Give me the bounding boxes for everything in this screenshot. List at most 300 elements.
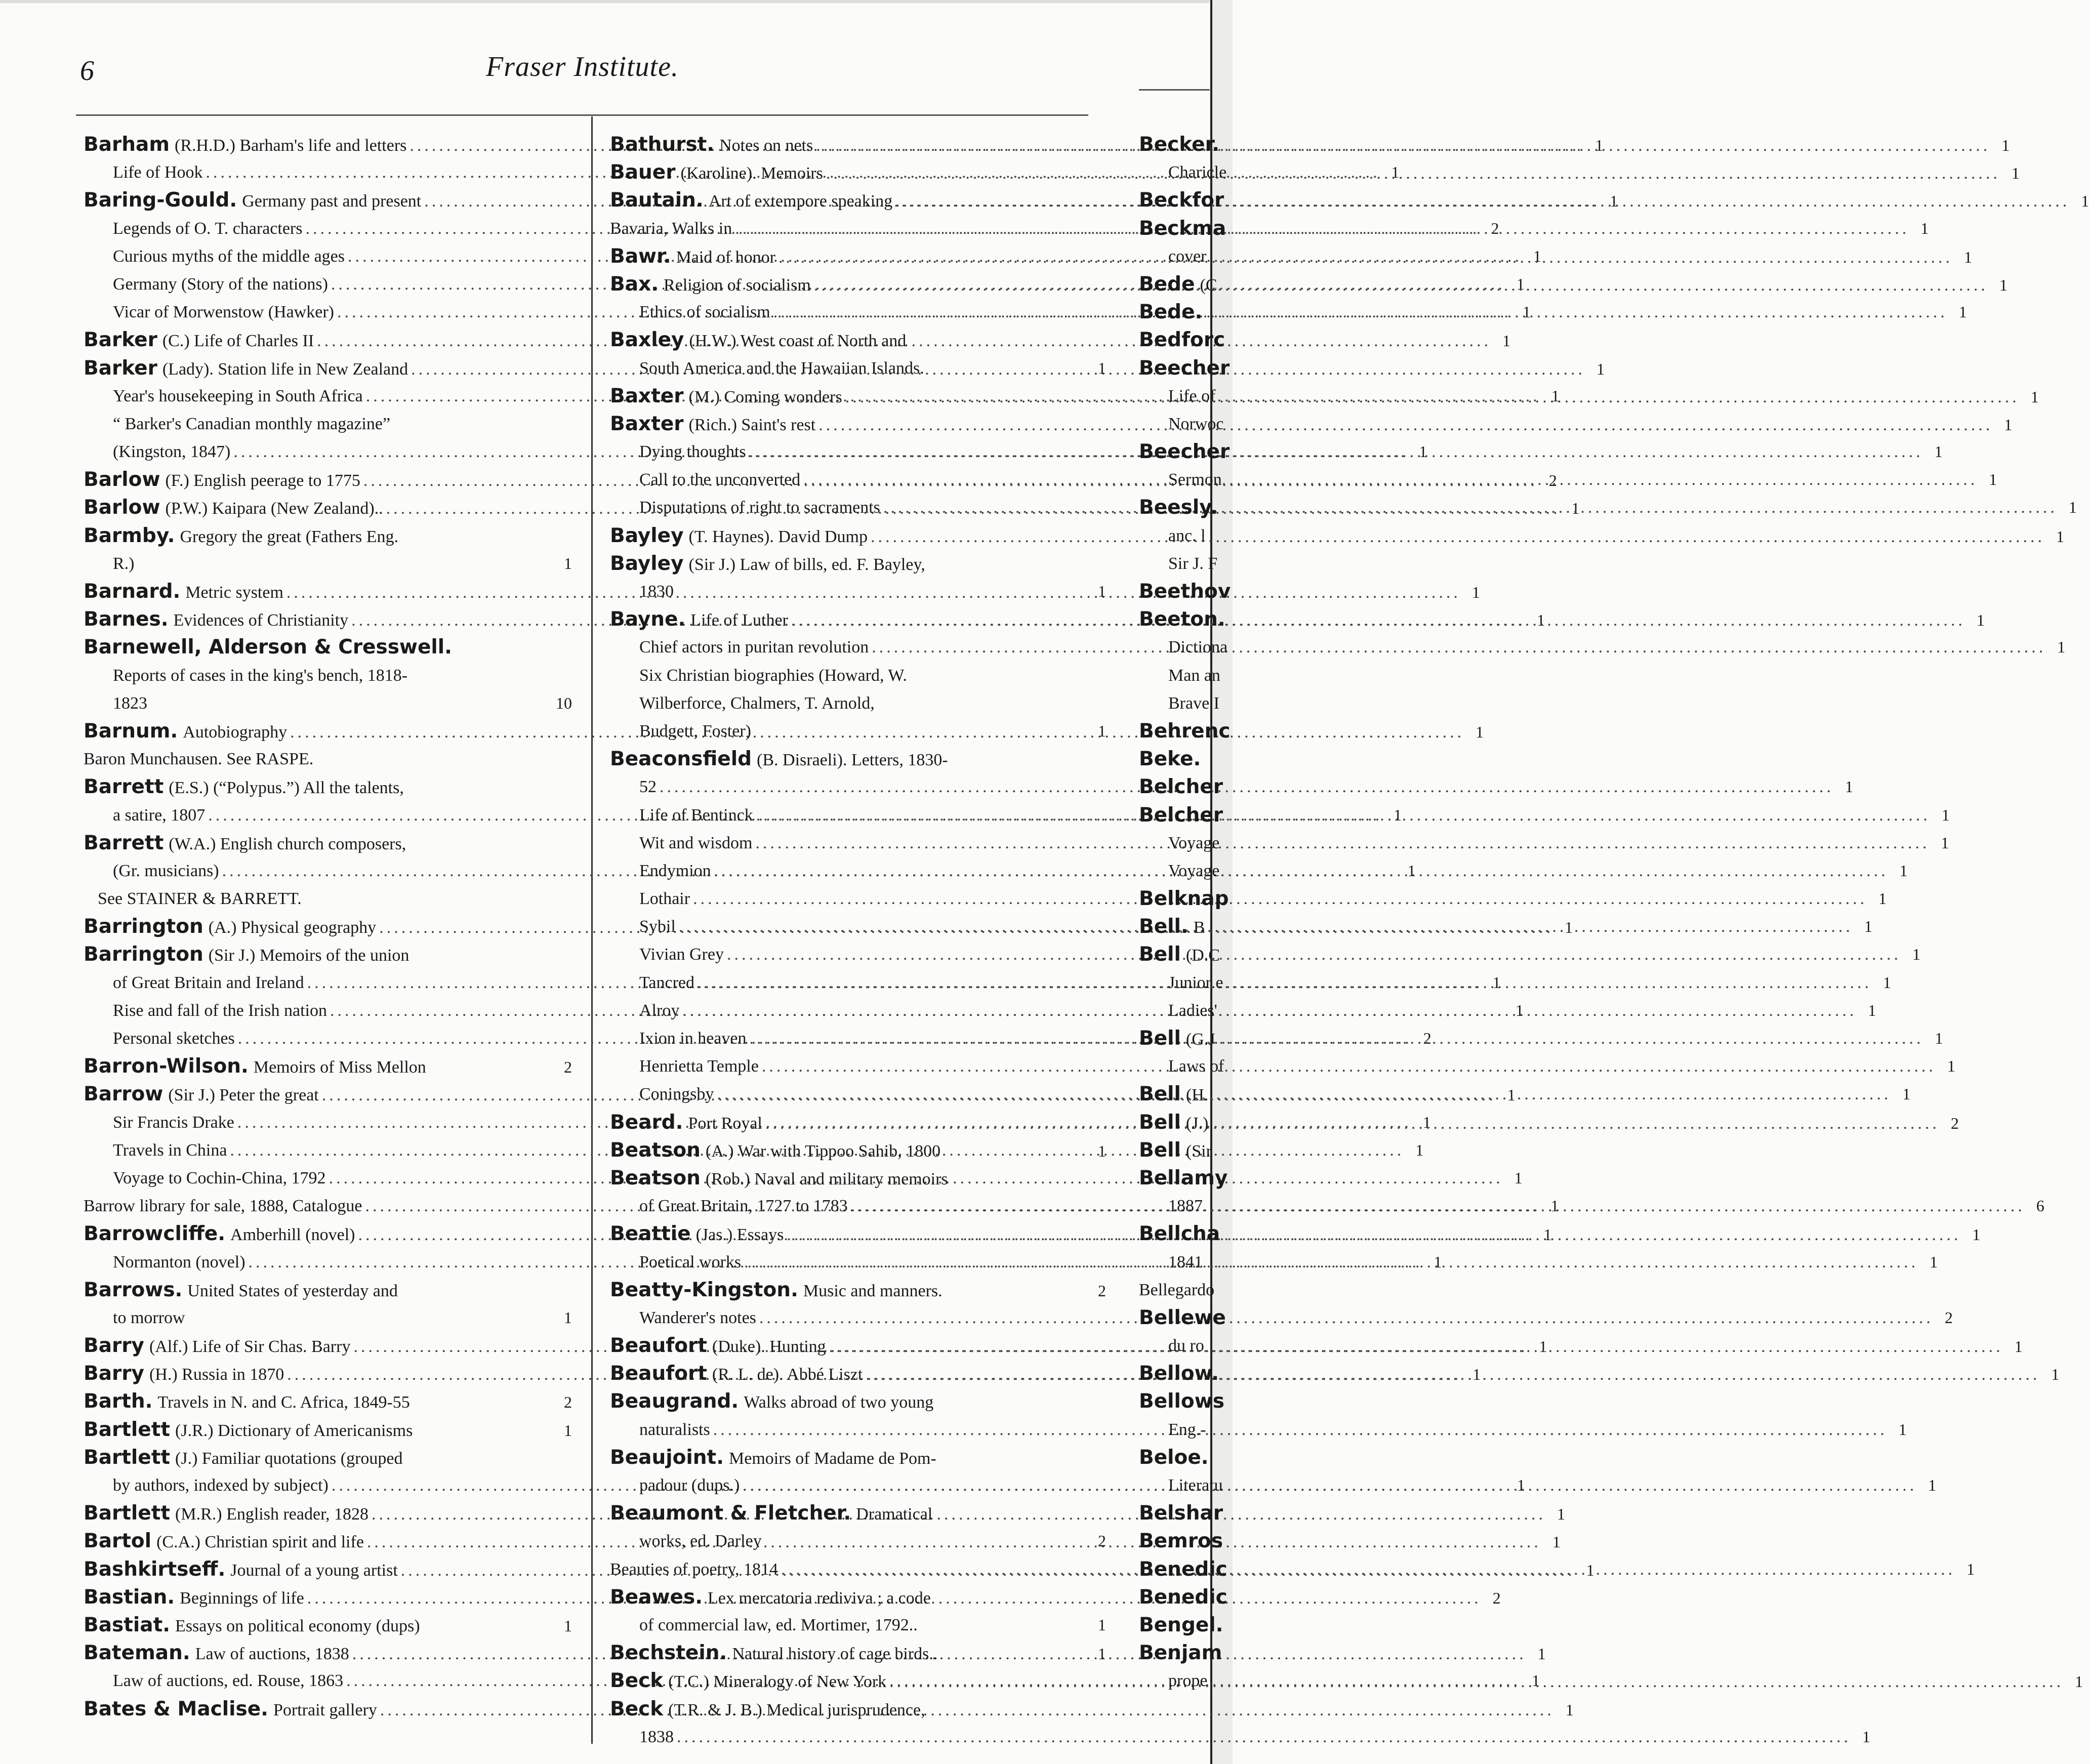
entry-heading: Barrow [84,1083,163,1106]
entry-title: Ixion in heaven [639,1029,747,1048]
entry-heading: Bede [1139,272,1195,296]
catalog-entry [610,1639,1106,1667]
volume-count: 1 [1912,945,1920,964]
volume-count: 2 [1492,1588,1501,1607]
entry-heading: Barnum. [84,719,178,743]
catalog-entry [1139,1276,1215,1304]
entry-title: Rise and fall of the Irish nation [113,1001,327,1020]
dot-leader [883,494,2058,521]
entry-title: of commercial law, ed. Mortimer, 1792.. [639,1615,918,1634]
entry-heading: Bastiat. [84,1613,171,1636]
volume-count: 1 [1898,1420,1907,1439]
running-head: Fraser Institute. [486,51,679,83]
volume-count: 1 [1476,722,1484,741]
entry-heading: Beatty-Kingston. [610,1278,798,1301]
entry-title: Bellegardo [1139,1280,1215,1299]
catalog-entry [84,745,572,773]
entry-title: cover [1168,247,1207,266]
volume-count: 1 [1514,1168,1523,1187]
entry-heading: Becker. [1139,133,1220,156]
entry-heading: Bell. [1139,915,1189,938]
catalog-entry [1139,382,1216,410]
catalog-entry [610,1444,1106,1471]
volume-count: 1 [1845,777,1853,796]
entry-title: United States of yesterday and [187,1281,398,1300]
volume-count: 1 [1595,136,1604,154]
entry-title: Bavaria, Walks in [610,219,732,238]
dot-leader [895,187,2070,215]
entry-heading: Barth. [84,1390,153,1413]
entry-title: “ Barker's Canadian monthly magazine” [113,414,391,433]
entry-heading: Bellewe [1139,1306,1226,1329]
entry-heading: Barlow [84,496,160,519]
entry-title: Six Christian biographies (Howard, W. [639,666,907,685]
entry-title: Charicle [1168,163,1227,182]
entry-title: Disputations of right to sacraments [639,498,880,517]
volume-count: 1 [1920,219,1929,237]
entry-title: Metric system [185,583,283,602]
entry-heading: Bell [1139,1027,1181,1050]
catalog-entry [610,578,1106,605]
catalog-entry [1139,1667,1210,1695]
volume-count: 1 [1878,889,1887,908]
entry-title: Wit and wisdom [639,833,753,852]
dot-leader [872,633,2046,661]
entry-title: (C.) Life of Charles II [162,332,314,351]
volume-count: 1 [1422,1113,1431,1131]
volume-count: 1 [1864,917,1872,936]
entry-heading: Barker [84,329,157,352]
catalog-entry [84,1304,572,1332]
entry-title: of Great Britain and Ireland [113,973,304,992]
volume-count: 1 [1517,1476,1525,1494]
entry-title: of Great Britain, 1727 to 1783 [639,1197,848,1216]
volume-count: 1 [1967,1560,1975,1578]
catalog-entry [610,326,1106,354]
entry-title: Chief actors in puritan revolution [639,638,869,657]
entry-heading: Barham [84,133,170,156]
volume-count: 1 [1557,1505,1566,1524]
dot-leader [749,438,1923,466]
entry-title: Alroy [639,1001,680,1020]
entry-title: (Lady). Station life in New Zealand [162,359,408,379]
entry-title: (Alf.) Life of Sir Chas. Barry [149,1337,351,1357]
catalog-entry [1139,1471,1223,1499]
catalog-entry [1139,1109,1210,1136]
volume-count: 1 [1947,1057,1955,1076]
entry-title: Normanton (novel) [113,1252,245,1271]
catalog-entry [84,829,572,857]
volume-count: 2 [1950,1114,1959,1132]
volume-count: 1 [2030,387,2039,406]
dot-leader [818,411,1993,439]
entry-title: (F.) English peerage to 1775 [165,471,360,490]
volume-count: 1 [564,1421,572,1440]
catalog-entry [1139,578,1231,605]
catalog-entry [1139,1192,1210,1220]
dot-leader [755,829,1930,857]
catalog-entry [1139,1136,1210,1164]
volume-count: 1 [1098,1141,1106,1160]
entry-heading: Barry [84,1362,144,1385]
dot-leader [744,1248,1918,1276]
dot-leader [735,215,1909,242]
catalog-entry [610,1695,1106,1723]
catalog-entry [610,1723,1870,1751]
entry-title: Budgett, Foster) [639,721,751,741]
catalog-entry [1139,1164,1228,1192]
catalog-entry [1139,215,1226,242]
volume-count: 1 [1098,721,1106,740]
volume-count: 1 [1415,1140,1424,1159]
volume-count: 1 [2014,1337,2023,1356]
entry-title: 1887 [1168,1197,1203,1216]
entry-title: Ethics of socialism [639,303,770,322]
entry-heading: Benedic [1139,1585,1227,1609]
entry-title: Memoirs of Madame de Pom- [729,1449,936,1468]
entry-heading: Barrowcliffe. [84,1222,226,1246]
entry-title: (R.H.D.) Barham's life and letters [175,136,407,155]
entry-title: (W.A.) English church composers, [169,834,406,853]
dot-leader [803,466,1978,494]
entry-title: Journal of a young artist [230,1561,398,1580]
catalog-entry [1139,1387,1224,1415]
dot-leader [717,1080,1891,1108]
entry-heading: Bartlett [84,1418,171,1441]
volume-count: 2 [1491,219,1499,237]
entry-title: Eng.- [1168,1420,1206,1439]
dot-leader [826,159,2000,187]
entry-title: Baron Munchausen. See RASPE. [84,750,314,769]
dot-leader [682,997,1857,1024]
entry-title: Life of Luther [690,611,788,630]
catalog-entry [84,689,572,717]
entry-title: Port Royal [688,1114,762,1133]
entry-heading: Beawes. [610,1585,703,1609]
catalog-entry [84,1276,572,1304]
entry-title: (C.A.) Christian spirit and life [156,1533,364,1552]
catalog-entry [1139,186,1224,214]
volume-count: 1 [1565,1700,1574,1719]
entry-heading: Barlow [84,468,160,491]
volume-count: 1 [1471,583,1480,601]
entry-title: a satire, 1807 [113,805,206,825]
entry-title: Beginnings of life [180,1588,304,1608]
entry-title: (J.) Familiar quotations (grouped [175,1449,403,1468]
volume-count: 1 [1550,1197,1559,1215]
entry-title: Year's housekeeping in South Africa [113,386,363,405]
entry-heading: Beatson [610,1138,701,1162]
entry-title: (G.J [1185,1030,1215,1049]
entry-heading: Barrington [84,915,203,938]
entry-title: Notes on nets [719,136,813,155]
entry-title: Music and manners. [803,1281,943,1300]
entry-title: du ro [1168,1336,1204,1356]
entry-title: 1841 [1168,1252,1203,1271]
volume-count: 1 [1963,248,1972,266]
entry-heading: Bell [1139,943,1181,966]
volume-count: 1 [1999,275,2008,294]
dot-leader [845,383,2020,411]
volume-count: 1 [1098,358,1106,377]
volume-count: 10 [556,693,572,712]
entry-title: (C [1200,275,1217,295]
entry-title: (M.R.) English reader, 1828 [175,1505,369,1524]
catalog-entry [1139,1583,1227,1611]
volume-count: 1 [1552,1533,1561,1551]
volume-count: 1 [1098,1615,1106,1634]
dot-leader [762,1052,1936,1080]
entry-title: (Sir J.) Memoirs of the union [208,946,409,965]
entry-title: prope [1168,1671,1208,1691]
catalog-entry [84,940,572,968]
volume-count: 2 [1098,1281,1106,1300]
entry-heading: Barnewell, Alderson & Cresswell. [84,636,452,659]
entry-title: Life of [1168,386,1216,405]
catalog-entry [84,662,572,689]
volume-count: 1 [1989,470,1997,489]
entry-title: Curious myths of the middle ages [113,247,345,266]
entry-title: (Karoline). Memoirs [680,164,823,183]
entry-title: (P.W.) Kaipara (New Zealand).. [165,499,383,518]
catalog-entry [1139,829,1220,857]
entry-title: Endymion [639,861,711,880]
catalog-entry [1139,717,1231,745]
catalog-entry [610,717,1106,745]
dot-leader [781,1555,1955,1583]
entry-title: Dying thoughts [639,442,746,462]
catalog-entry [1139,745,1210,773]
entry-title: Poetical works [639,1252,742,1271]
entry-title: Art of extempore speaking [708,192,893,211]
entry-title: (T.C.) Mineralogy of New York [668,1672,887,1692]
entry-title: Voyage to Cochin-China, 1792 [113,1168,326,1187]
volume-count: 1 [2001,136,2010,154]
entry-title: (Duke). Hunting [712,1337,826,1357]
volume-count: 1 [564,1616,572,1635]
entry-heading: Barrington [84,943,203,966]
entry-heading: Baxter [610,412,684,435]
entry-title: Memoirs of Miss Mellon [253,1058,426,1077]
volume-count: 1 [1868,1001,1876,1019]
entry-heading: Barrows. [84,1278,183,1301]
entry-heading: Beeton. [1139,608,1225,631]
entry-heading: Bedforc [1139,329,1225,352]
catalog-entry [84,1052,572,1080]
entry-heading: Bayley [610,524,684,547]
entry-title: works, ed. Darley [639,1532,762,1551]
volume-count: 1 [1976,611,1985,630]
entry-title: (M.) Coming wonders [688,387,842,406]
entry-heading: Bengel. [1139,1613,1223,1636]
entry-heading: Barnard. [84,580,181,603]
entry-title: Maid of honor [676,248,775,267]
catalog-entry [1139,1024,1215,1052]
entry-title: Literatu [1168,1476,1223,1495]
entry-title: naturalists [639,1420,710,1439]
volume-count: 1 [1571,499,1580,518]
volume-count: 1 [1537,1645,1546,1663]
catalog-entry [1139,494,1218,521]
entry-title: Junior e [1168,973,1223,992]
entry-title: Call to the unconverted [639,470,801,489]
volume-count: 1 [1433,1252,1442,1271]
catalog-entry [1139,158,1227,186]
catalog-entry [1139,410,1224,438]
entry-heading: Barrett [84,775,164,799]
entry-title: (Jas.) Essays [695,1225,784,1245]
catalog-entry [1139,242,1210,270]
catalog-entry [610,1387,1106,1415]
entry-title: (Kingston, 1847) [113,442,231,462]
dot-leader [698,969,1872,997]
catalog-entry [1139,913,1210,940]
volume-count: 1 [1928,1476,1937,1494]
entry-title: to morrow [113,1308,185,1327]
volume-count: 1 [1972,1225,1981,1244]
volume-count: 1 [1098,1645,1106,1663]
entry-title: Dramatical [856,1505,933,1524]
dot-leader [679,913,1853,940]
entry-title: Life of Hook [113,163,203,182]
dot-leader [814,271,1988,299]
entry-title: Wilberforce, Chalmers, T. Arnold, [639,693,875,713]
volume-count: 1 [1492,973,1501,992]
dot-leader [816,132,1990,159]
volume-count: 1 [1930,1252,1938,1271]
entry-heading: Beethov [1139,580,1231,603]
entry-heading: Belcher [1139,775,1223,799]
volume-count: 1 [2057,638,2066,657]
entry-heading: Beck [610,1669,664,1693]
entry-title: Sir Francis Drake [113,1113,234,1132]
entry-heading: Barron-Wilson. [84,1055,249,1078]
entry-heading: Behrenc [1139,719,1231,743]
entry-title: (J.) [1185,1114,1209,1133]
catalog-entry [1139,1639,1222,1667]
catalog-entry [84,522,572,550]
entry-title: (H.) Russia in 1870 [149,1365,284,1384]
page-number: 6 [80,55,94,87]
entry-title: B [1193,918,1205,937]
entry-heading: Belshar [1139,1502,1223,1525]
entry-heading: Beesly. [1139,496,1218,519]
entry-heading: Bartlett [84,1502,171,1525]
volume-count: 1 [1551,386,1560,405]
catalog-entry [610,1136,1106,1164]
volume-count: 2 [1548,471,1557,490]
entry-heading: Bawr. [610,244,671,268]
entry-heading: Barrett [84,831,164,854]
entry-title: (T.R. & J. B.) Medical jurisprudence, [668,1700,925,1719]
entry-heading: Bashkirtseff. [84,1557,226,1581]
volume-count: 1 [1883,973,1891,992]
volume-count: 1 [1586,1561,1594,1579]
entry-title: Life of Bentinck [639,805,753,825]
volume-count: 1 [1391,163,1400,182]
catalog-entry [1139,773,1223,801]
entry-heading: Benedic [1139,1557,1227,1581]
entry-title: Sermon [1168,470,1222,489]
volume-count: 1 [1902,1085,1911,1103]
entry-heading: Baxter [610,384,684,407]
entry-title: Travels in N. and C. Africa, 1849-55 [157,1393,410,1412]
entry-title: 52 [639,777,657,797]
entry-title: Dictiona [1168,638,1228,657]
catalog-entry [1139,1080,1210,1108]
catalog-entry [610,1276,1106,1304]
entry-title: 1823 [113,693,147,713]
entry-heading: Beecher [1139,356,1230,380]
entry-title: (Rob.) Naval and military memoirs [705,1169,948,1188]
entry-title: Sybil [639,917,676,936]
catalog-entry [1139,1304,1226,1332]
dot-leader [791,606,1965,634]
entry-title: Voyage [1168,861,1220,880]
entry-heading: Bede. [1139,301,1203,324]
catalog-entry [610,1527,1106,1555]
entry-title: (D.C [1185,946,1220,965]
catalog-entry [1139,857,1220,885]
catalog-entry [1139,270,1217,298]
entry-title: Man an [1168,666,1220,685]
volume-count: 1 [1515,1001,1524,1019]
entry-heading: Beaconsfield [610,748,752,771]
entry-heading: Bastian. [84,1585,175,1609]
dot-leader [743,1471,1917,1499]
catalog-entry [610,1611,1106,1639]
entry-title: South America and the Hawaiian Islands. [639,358,924,378]
entry-heading: Beatson [610,1166,701,1189]
entry-title: Norwoc [1168,414,1224,433]
catalog-entry [1139,1248,1210,1276]
catalog-entry [1139,1499,1223,1527]
volume-count: 1 [1958,303,1967,321]
entry-title: Barrow library for sale, 1888, Catalogue [84,1197,362,1216]
volume-count: 1 [1935,1029,1943,1047]
volume-count: 1 [1516,274,1525,293]
volume-count: 1 [1419,442,1427,461]
catalog-entry [1139,522,1210,550]
volume-count: 2 [1098,1532,1106,1550]
dot-leader [713,1416,1888,1444]
catalog-entry [610,1164,1106,1192]
catalog-entry [1139,438,1230,466]
catalog-entry [1139,662,1220,689]
volume-count: 1 [1537,611,1545,630]
entry-title: (Sir J.) Law of bills, ed. F. Bayley, [688,555,925,574]
volume-count: 1 [1502,332,1511,350]
entry-heading: Barmby. [84,524,175,547]
catalog-entry [610,1499,1106,1527]
entry-heading: Benjam [1139,1642,1222,1665]
entry-title: anc. l [1168,526,1206,545]
catalog-entry [1139,1220,1220,1248]
catalog-entry [610,662,1106,689]
catalog-column-3 [1139,131,1231,1695]
entry-title: (A.) War with Tippoo Sahib, 1800 [705,1141,941,1161]
catalog-entry [610,689,1106,717]
entry-title: Legends of O. T. characters [113,219,303,238]
dot-leader [866,1361,2040,1388]
catalog-entry [1139,633,1228,661]
catalog-entry [1139,1332,1210,1360]
catalog-entry [84,1416,572,1444]
entry-title: 1830 [639,582,674,601]
catalog-entry [84,1444,572,1471]
entry-title: Beauties of poetry, 1814 [610,1560,779,1579]
entry-title: Vivian Grey [639,945,724,964]
